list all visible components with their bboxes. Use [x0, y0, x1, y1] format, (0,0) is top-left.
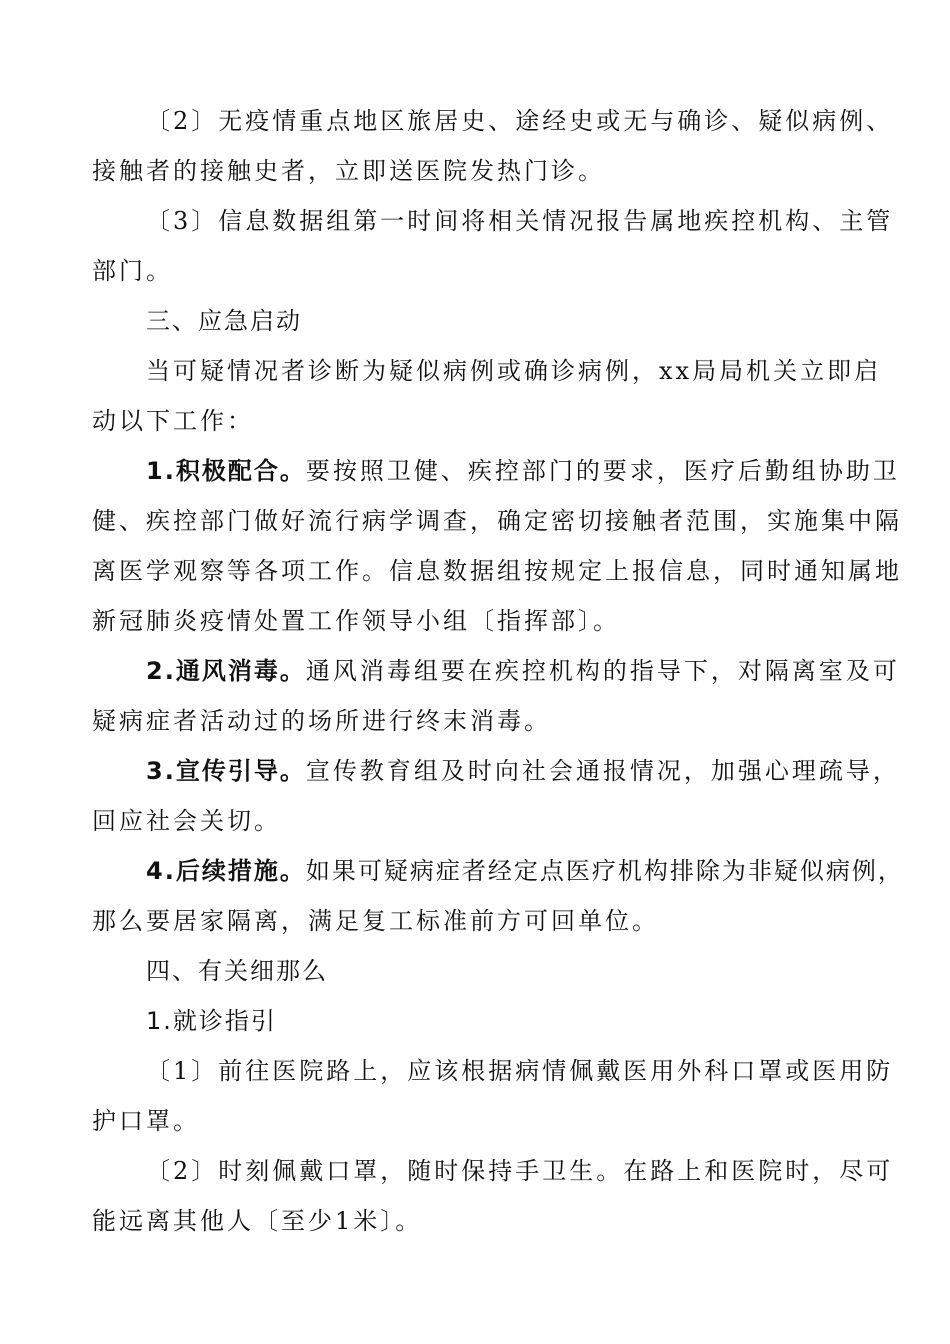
- paragraph-line: 部门。: [92, 257, 173, 285]
- item-4-text: 如果可疑病症者经定点医疗机构排除为非疑似病例，: [305, 857, 904, 885]
- item-2-line: [146, 656, 900, 686]
- paragraph-line: 健、疾控部门做好流行病学调查，确定密切接触者范围，实施集中隔: [92, 507, 902, 535]
- paragraph-line: 疑病症者活动过的场所进行终末消毒。: [92, 707, 551, 735]
- item-2-title: 2.通风消毒。: [146, 657, 306, 685]
- paragraph-line: 新冠肺炎疫情处置工作领导小组〔指挥部〕。: [92, 607, 620, 635]
- item-1-line: [146, 456, 900, 486]
- paragraph-line: 〔3〕信息数据组第一时间将相关情况报告属地疾控机构、主管: [146, 207, 894, 235]
- paragraph-line: 〔2〕无疫情重点地区旅居史、途经史或无与确诊、疑似病例、: [146, 107, 894, 135]
- item-2-text: 通风消毒组要在疾控机构的指导下，对隔离室及可: [305, 657, 900, 685]
- paragraph-line: 离医学观察等各项工作。信息数据组按规定上报信息，同时通知属地: [92, 557, 902, 585]
- item-3-line: [146, 756, 900, 786]
- item-1-text: 要按照卫健、疾控部门的要求，医疗后勤组协助卫: [305, 457, 900, 485]
- item-3-title: 3.宣传引导。: [146, 757, 306, 785]
- item-4-line: [146, 856, 904, 886]
- paragraph-line: 那么要居家隔离，满足复工标准前方可回单位。: [92, 907, 659, 935]
- paragraph-line: 〔2〕时刻佩戴口罩，随时保持手卫生。在路上和医院时，尽可: [146, 1157, 894, 1185]
- section-heading-3: 三、应急启动: [146, 307, 302, 335]
- paragraph-line: 回应社会关切。: [92, 807, 281, 835]
- paragraph-line: 接触者的接触史者，立即送医院发热门诊。: [92, 157, 605, 185]
- paragraph-line: 当可疑情况者诊断为疑似病例或确诊病例，xx局局机关立即启: [146, 357, 882, 385]
- paragraph-line: 〔1〕前往医院路上，应该根据病情佩戴医用外科口罩或医用防: [146, 1057, 894, 1085]
- item-1-title: 1.积极配合。: [146, 457, 306, 485]
- paragraph-line: 动以下工作：: [92, 407, 254, 435]
- section-heading-4: 四、有关细那么: [146, 957, 328, 985]
- item-4-title: 4.后续措施。: [146, 857, 306, 885]
- subsection-heading: 1.就诊指引: [146, 1007, 277, 1035]
- item-3-text: 宣传教育组及时向社会通报情况，加强心理疏导，: [305, 757, 900, 785]
- paragraph-line: 护口罩。: [92, 1107, 200, 1135]
- paragraph-line: 能远离其他人〔至少1米〕。: [92, 1207, 423, 1235]
